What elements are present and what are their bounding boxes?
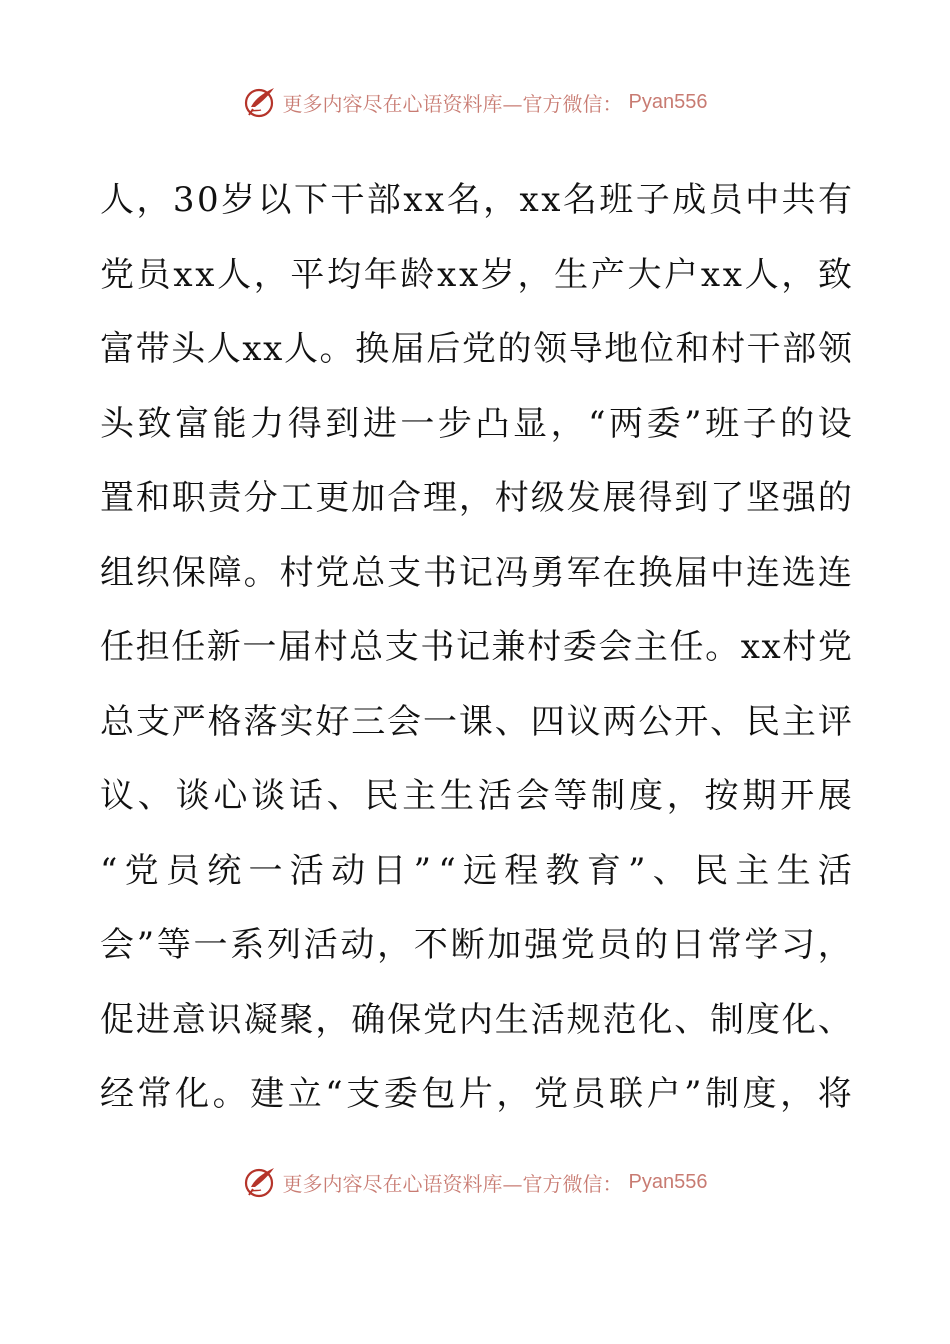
body-line-4: 头 致 富 能 力 得 到 进 一 步 凸 显 ， “ 两 委 ” 班 子 的 设 (100, 403, 852, 444)
footer-banner-text: 更多内容尽在心语资料库—官方微信： (282, 1171, 623, 1196)
header-banner (0, 82, 950, 122)
document-body (100, 163, 852, 1132)
body-line-6: 组 织 保 障 。 村 党 总 支 书 记 冯 勇 军 在 换 届 中 连 选 连 (100, 552, 852, 593)
quill-pen-logo-icon (243, 85, 277, 119)
body-line-11: 会 ” 等 一 系 列 活 动 ， 不 断 加 强 党 员 的 日 常 学 习 ， (100, 925, 852, 965)
body-line-10: “ 党 员 统 一 活 动 日 ” “ 远 程 教 育 ” 、 民 主 生 活 (100, 850, 852, 891)
body-line-13: 经 常 化 。 建 立 “ 支 委 包 片 ， 党 员 联 户 ” 制 度 ， 将 (100, 1074, 852, 1114)
body-line-9: 议 、 谈 心 谈 话 、 民 主 生 活 会 等 制 度 ， 按 期 开 展 (100, 776, 852, 816)
body-line-2: 党 员 x x 人 ， 平 均 年 龄 x x 岁 ， 生 产 大 户 x x 人 ， 致 (100, 254, 852, 295)
body-line-8: 总 支 严 格 落 实 好 三 会 一 课 、 四 议 两 公 开 、 民 主 评 (100, 701, 852, 742)
quill-pen-logo-icon (243, 1165, 277, 1199)
body-line-1: 人 ， 3 0 岁 以 下 干 部 x x 名 ， x x 名 班 子 成 员 中 共 有 (100, 180, 852, 220)
footer-banner (0, 1162, 950, 1202)
footer-wechat-id: Pyan556 (628, 1170, 708, 1193)
body-line-5: 置 和 职 责 分 工 更 加 合 理 ， 村 级 发 展 得 到 了 坚 强 的 (100, 478, 852, 518)
body-line-12: 促 进 意 识 凝 聚 ， 确 保 党 内 生 活 规 范 化 、 制 度 化 、 (100, 999, 852, 1040)
body-line-7: 任 担 任 新 一 届 村 总 支 书 记 兼 村 委 会 主 任 。 x x 村 党 (100, 627, 852, 667)
body-line-3: 富 带 头 人 x x 人 。 换 届 后 党 的 领 导 地 位 和 村 干 部 领 (100, 329, 852, 369)
header-banner-text: 更多内容尽在心语资料库—官方微信： (282, 91, 623, 116)
header-wechat-id: Pyan556 (628, 90, 708, 113)
